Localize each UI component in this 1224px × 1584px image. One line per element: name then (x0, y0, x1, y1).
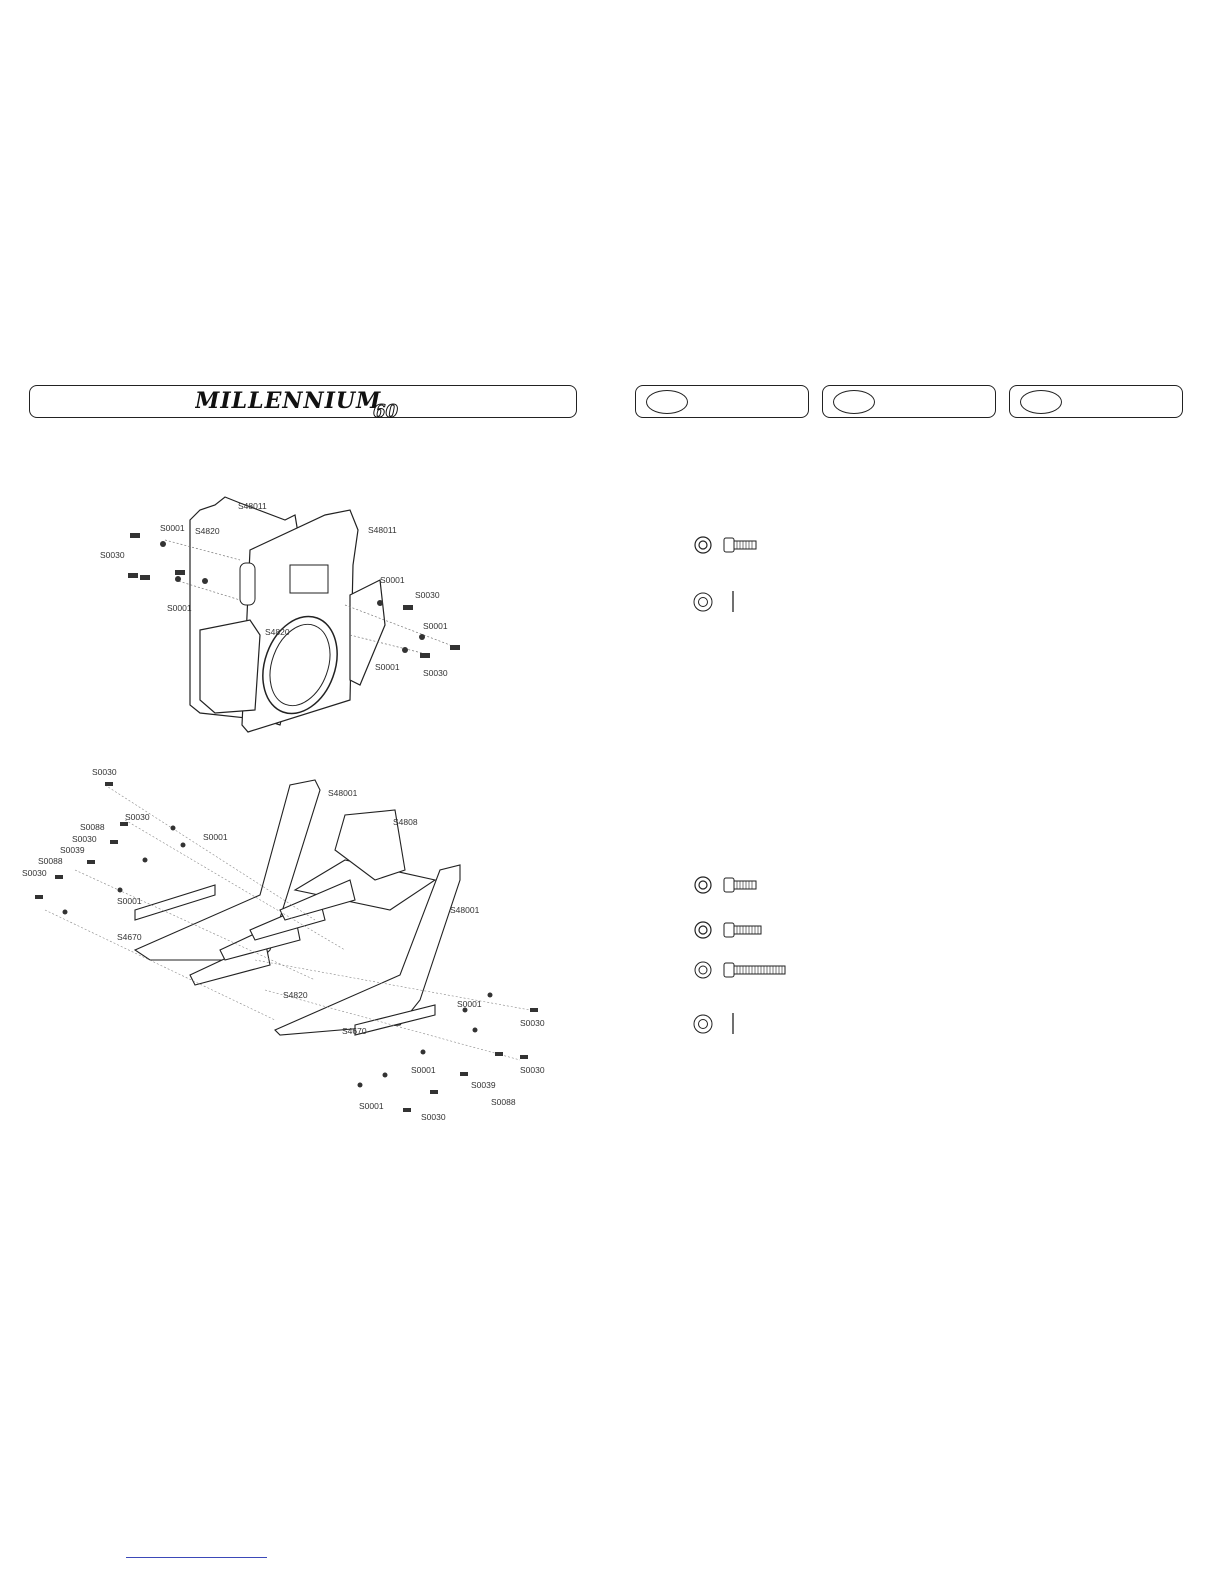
part-number-label: S0088 (80, 822, 105, 832)
part-number-label: S48001 (450, 905, 480, 915)
language-tab-3[interactable] (1009, 385, 1183, 418)
part-number-label: 60 (373, 401, 399, 422)
frame-assembly-diagram-bottom (15, 760, 555, 1130)
part-number-label: S0001 (117, 896, 142, 906)
part-number-label: S0030 (92, 767, 117, 777)
hardware-screw-long-row (690, 955, 790, 985)
hardware-washer-spacer-row-2 (690, 1010, 750, 1040)
part-number-label: S0001 (457, 999, 482, 1009)
part-number-label: S0039 (471, 1080, 496, 1090)
part-number-label: S0001 (160, 523, 185, 533)
millennium-60-logo (195, 386, 425, 422)
part-number-label: S0001 (167, 603, 192, 613)
part-number-label: S0001 (423, 621, 448, 631)
part-number-label: S4820 (265, 627, 290, 637)
flag-oval-icon (646, 390, 688, 414)
part-number-label: S4808 (393, 817, 418, 827)
frame-assembly-diagram-top (90, 485, 480, 735)
part-number-label: S48011 (368, 525, 397, 535)
part-number-label: S0001 (375, 662, 400, 672)
part-number-label: S0030 (421, 1112, 446, 1122)
part-number-label: S0039 (60, 845, 85, 855)
part-number-label: S0030 (415, 590, 440, 600)
language-tab-1[interactable] (635, 385, 809, 418)
hardware-screw-medium-row (690, 915, 770, 945)
part-number-label: S48011 (238, 501, 267, 511)
part-number-label: S0030 (423, 668, 448, 678)
flag-oval-icon (1020, 390, 1062, 414)
language-tab-2[interactable] (822, 385, 996, 418)
part-number-label: S0001 (359, 1101, 384, 1111)
part-number-label: S4670 (342, 1026, 367, 1036)
part-number-label: S0030 (22, 868, 47, 878)
cap-screw-icon (724, 538, 756, 552)
part-number-label: S0001 (411, 1065, 436, 1075)
part-number-label: S0088 (38, 856, 63, 866)
part-number-label: S0030 (72, 834, 97, 844)
hardware-screw-short-row (690, 870, 770, 900)
hardware-washer-spacer-row (690, 588, 750, 618)
part-number-label: S0030 (520, 1018, 545, 1028)
part-number-label: S4820 (283, 990, 308, 1000)
part-number-label: S0030 (125, 812, 150, 822)
part-number-label: S0088 (491, 1097, 516, 1107)
part-number-label: S0030 (520, 1065, 545, 1075)
part-number-label: S4820 (195, 526, 220, 536)
footer-link-underline[interactable] (126, 1557, 267, 1558)
hardware-washer-screw-row (690, 530, 770, 560)
part-number-label: S0030 (100, 550, 125, 560)
flag-oval-icon (833, 390, 875, 414)
part-number-label: S48001 (328, 788, 358, 798)
part-number-label: MILLENNIUM (195, 388, 382, 414)
part-number-label: S0001 (203, 832, 228, 842)
part-number-label: S4670 (117, 932, 142, 942)
title-header-bar (29, 385, 577, 422)
part-number-label: S0001 (380, 575, 405, 585)
